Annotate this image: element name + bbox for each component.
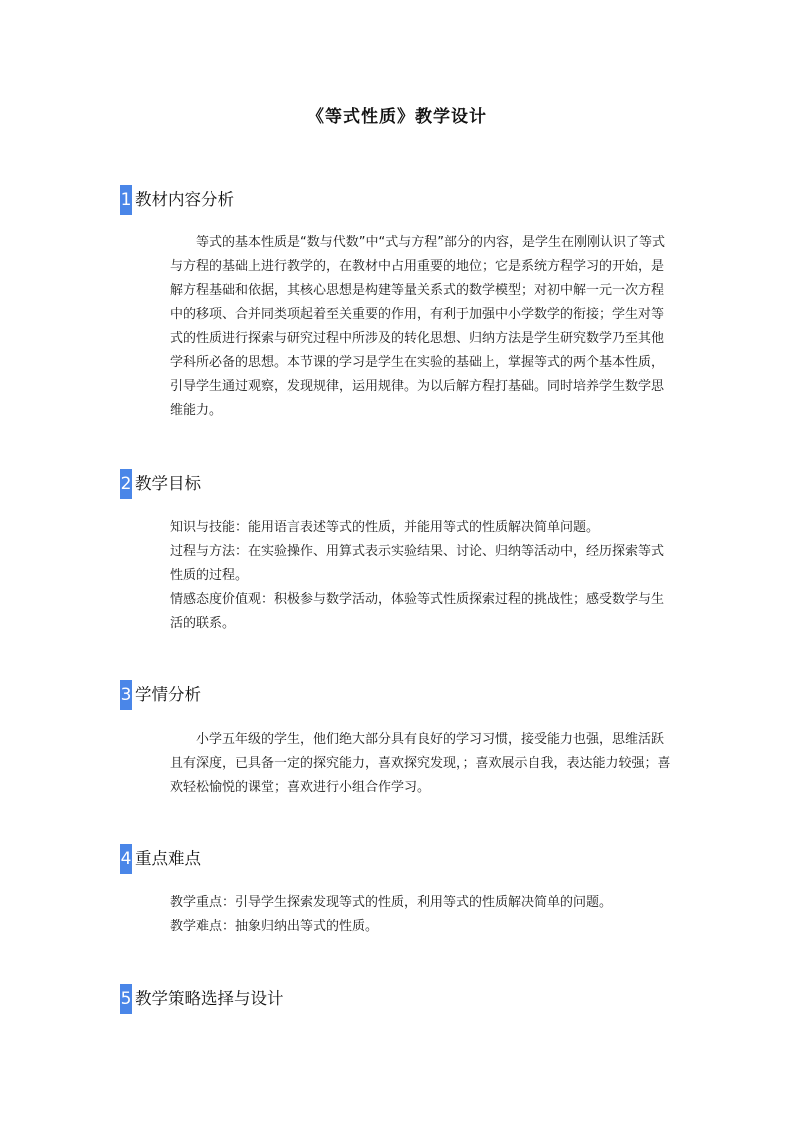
- section-textbook-analysis: [120, 185, 680, 215]
- section-number-badge: 3: [120, 680, 132, 710]
- key-point-focus: 教学重点：引导学生探索发现等式的性质，利用等式的性质解决简单的问题。: [170, 895, 613, 910]
- section-number-badge: 5: [120, 984, 132, 1014]
- section-paragraph: 小学五年级的学生，他们绝大部分具有良好的学习习惯，接受能力也强，思维活跃且有深度，已具备一定的探究能力，喜欢探究发现，；喜欢展示自我，表达能力较强；喜欢轻松愉悦的课堂；喜欢进行小组合作学习。: [170, 732, 671, 795]
- section-teaching-goals: [120, 469, 680, 499]
- section-title: 教学目标: [135, 474, 201, 493]
- key-point-difficulty: 教学难点：抽象归纳出等式的性质。: [170, 919, 379, 934]
- section-header: [120, 680, 680, 710]
- goal-knowledge: 知识与技能：能用语言表述等式的性质，并能用等式的性质解决简单问题。: [170, 520, 600, 535]
- key-point-list: [170, 891, 675, 939]
- section-header: [120, 469, 680, 499]
- goal-list: [170, 516, 675, 636]
- section-number-badge: 2: [120, 469, 132, 499]
- section-number-badge: 4: [120, 844, 132, 874]
- section-header: [120, 185, 680, 215]
- section-header: [120, 844, 680, 874]
- section-title: 教学策略选择与设计: [135, 989, 284, 1008]
- section-student-analysis: [120, 680, 680, 710]
- section-paragraph: 等式的基本性质是“数与代数”中“式与方程”部分的内容，是学生在刚刚认识了等式与方程的基础上进行教学的，在教材中占用重要的地位；它是系统方程学习的开始，是解方程基础和依据，其核心思想是构建等量关系式的数学模型；对初中解一元一次方程中的移项、合并同类项起着至关重要的作用，有利于加强中小学数学的衔接；学生对等式的性质进行探索与研究过程中所涉及的转化思想、归纳方法是学生研究数学乃至其他学科所必备的思想。本节课的学习是学生在实验的基础上，掌握等式的两个基本性质，引导学生通过观察，发现规律，运用规律。为以后解方程打基础。同时培养学生数学思维能力。: [170, 235, 665, 418]
- section-title: 重点难点: [135, 849, 201, 868]
- section-key-points: [120, 844, 680, 874]
- section-title: 教材内容分析: [135, 190, 234, 209]
- section-number-badge: 1: [120, 185, 132, 215]
- document-title: 《等式性质》教学设计: [307, 107, 487, 127]
- section-header: [120, 984, 680, 1014]
- goal-attitude: 情感态度价值观：积极参与数学活动，体验等式性质探索过程的挑战性；感受数学与生活的联系。: [170, 592, 665, 631]
- section-title: 学情分析: [135, 685, 201, 704]
- goal-process: 过程与方法：在实验操作、用算式表示实验结果、讨论、归纳等活动中，经历探索等式性质的过程。: [170, 544, 665, 583]
- section-strategy-design: [120, 984, 680, 1014]
